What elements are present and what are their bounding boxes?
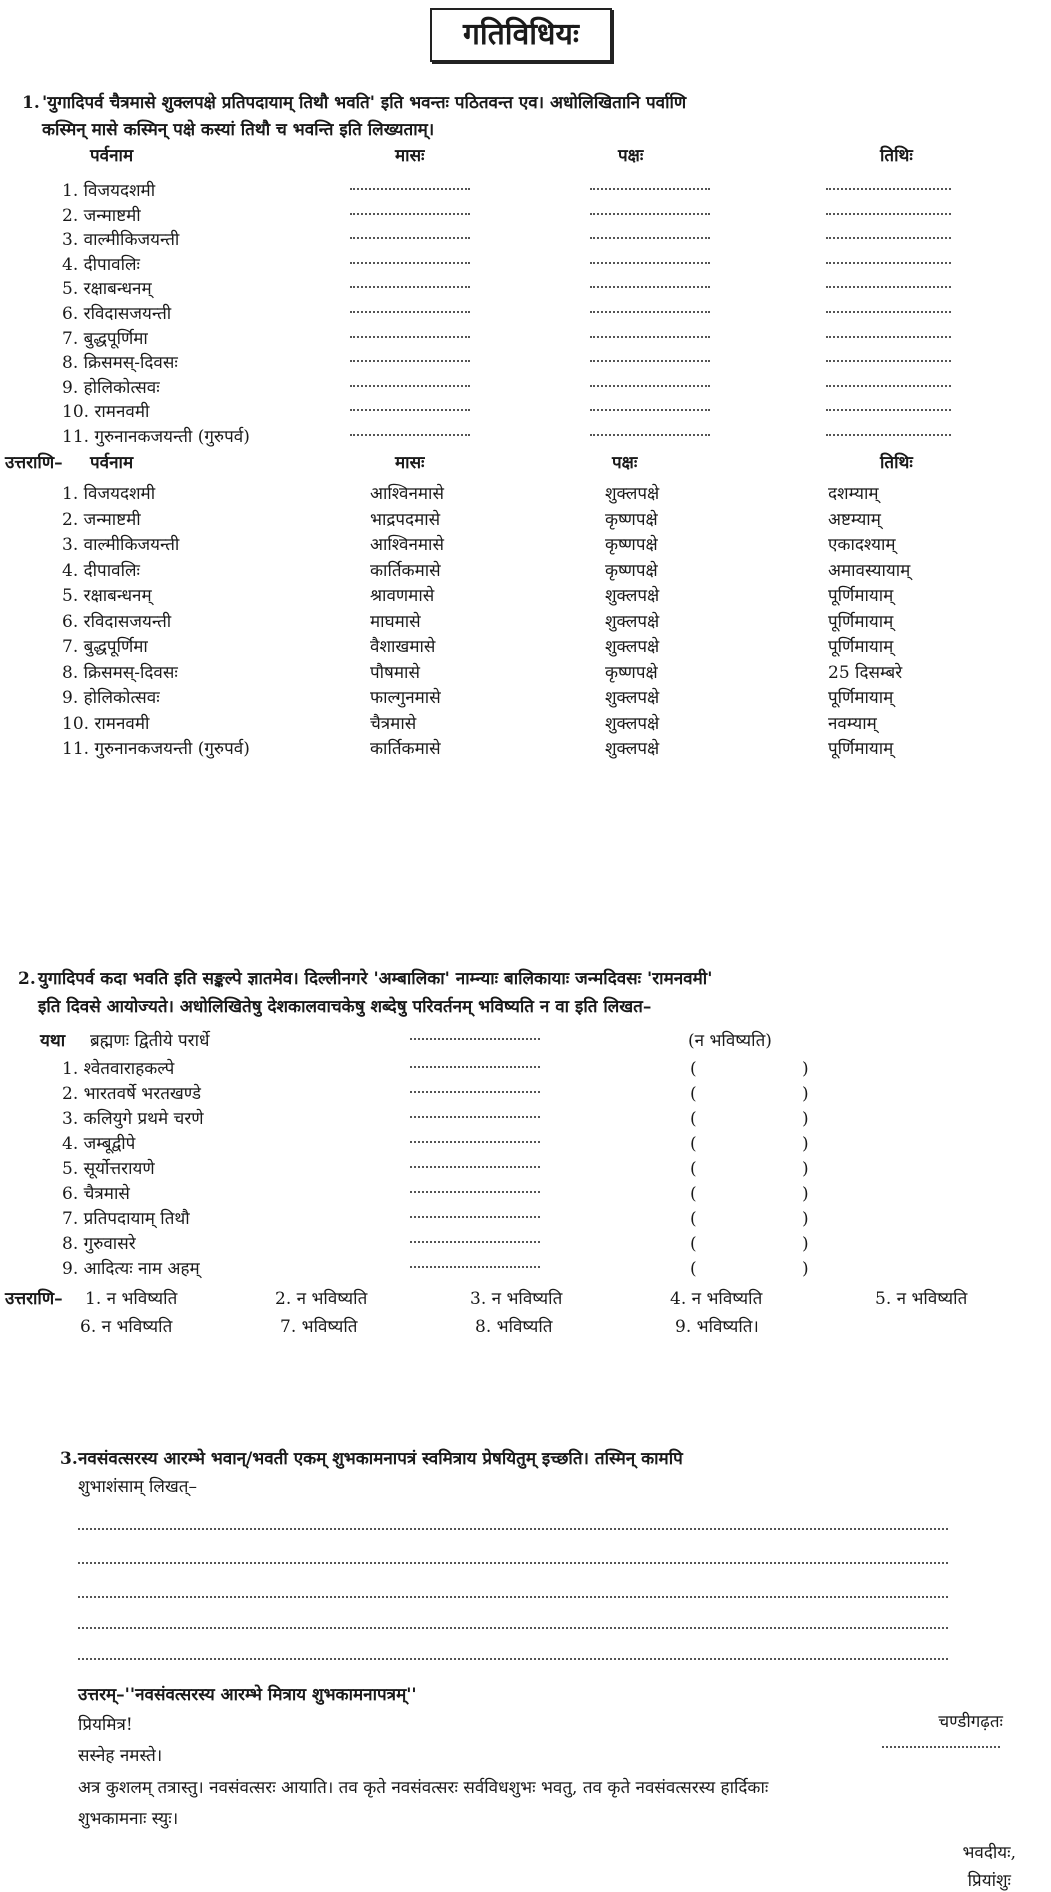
column-header: पर्वनाम [90, 453, 134, 473]
column-header: पक्षः [612, 453, 638, 473]
answer-tithi: पूर्णिमायाम् [828, 739, 894, 759]
tithi-blank[interactable] [826, 309, 951, 313]
answer-paren-open: ( [690, 1084, 697, 1104]
answer-paren-close: ) [802, 1134, 809, 1154]
festival-name: 5. रक्षाबन्धनम् [62, 586, 152, 606]
answer-heading: उत्तरम्–''नवसंवत्सरस्य आरम्भे मित्राय शुभकामनापत्रम्'' [78, 1685, 417, 1705]
column-header: मासः [395, 453, 425, 473]
column-header: तिथिः [880, 146, 913, 166]
festival-name: 7. बुद्धपूर्णिमा [62, 328, 148, 349]
festival-name: 6. रविदासजयन्ती [62, 304, 172, 324]
column-header: तिथिः [880, 453, 913, 473]
answer-paksha: शुक्लपक्षे [605, 688, 660, 708]
item-blank[interactable] [410, 1064, 540, 1068]
answer-paren-open: ( [690, 1109, 697, 1129]
tithi-blank[interactable] [826, 432, 951, 436]
paksha-blank[interactable] [590, 358, 710, 362]
answer-paren-close: ) [802, 1259, 809, 1279]
answer-paren-open: ( [690, 1059, 697, 1079]
tithi-blank[interactable] [826, 284, 951, 288]
date-blank[interactable] [882, 1744, 1000, 1748]
answer-paksha: कृष्णपक्षे [605, 509, 658, 530]
masa-blank[interactable] [350, 186, 470, 190]
answer-text: 7. भविष्यति [280, 1317, 358, 1337]
festival-name: 1. विजयदशमी [62, 181, 156, 201]
festival-name: 2. जन्माष्टमी [62, 509, 141, 530]
festival-name: 10. रामनवमी [62, 713, 150, 734]
masa-blank[interactable] [350, 407, 470, 411]
answer-masa: पौषमासे [370, 662, 420, 683]
answer-masa: कार्तिकमासे [370, 560, 441, 581]
tithi-blank[interactable] [826, 358, 951, 362]
answer-text: 1. न भविष्यति [85, 1289, 178, 1309]
answer-tithi: 25 दिसम्बरे [828, 662, 903, 683]
answer-paksha: शुक्लपक्षे [605, 484, 660, 504]
tithi-blank[interactable] [826, 334, 951, 338]
answer-masa: माघमासे [370, 611, 421, 632]
masa-blank[interactable] [350, 235, 470, 239]
item-blank[interactable] [410, 1189, 540, 1193]
answer-paren-open: ( [690, 1159, 697, 1179]
item-blank[interactable] [410, 1139, 540, 1143]
festival-name: 4. दीपावलिः [62, 560, 140, 581]
answer-paksha: कृष्णपक्षे [605, 560, 658, 581]
answer-paren-close: ) [802, 1209, 809, 1229]
answer-paren-close: ) [802, 1059, 809, 1079]
question-text: कस्मिन् मासे कस्मिन् पक्षे कस्यां तिथौ च भवन्ति इति लिख्यताम्। [42, 120, 435, 140]
answer-paren-close: ) [802, 1184, 809, 1204]
answer-paren-close: ) [802, 1084, 809, 1104]
tithi-blank[interactable] [826, 383, 951, 387]
answer-tithi: दशम्याम् [828, 484, 879, 504]
festival-name: 11. गुरुनानकजयन्ती (गुरुपर्व) [62, 739, 250, 759]
question-text: युगादिपर्व कदा भवति इति सङ्कल्पे ज्ञातमेव। दिल्लीनगरे 'अम्बालिका' नाम्न्याः बालिकायाः जन्मदिवसः 'रामनवमी' [38, 969, 713, 989]
item-blank[interactable] [410, 1089, 540, 1093]
answer-paksha: शुक्लपक्षे [605, 637, 660, 657]
answer-tithi: एकादश्याम् [828, 535, 896, 555]
example-blank[interactable] [410, 1036, 540, 1040]
answer-text: 3. न भविष्यति [470, 1289, 563, 1309]
masa-blank[interactable] [350, 432, 470, 436]
item-text: 7. प्रतिपदायाम् तिथौ [62, 1209, 190, 1229]
writing-line[interactable] [78, 1594, 948, 1598]
festival-name: 4. दीपावलिः [62, 254, 140, 275]
answer-paksha: शुक्लपक्षे [605, 611, 660, 632]
answer-paren-open: ( [690, 1259, 697, 1279]
tithi-blank[interactable] [826, 407, 951, 411]
answer-masa: चैत्रमासे [370, 713, 417, 734]
answer-paren-open: ( [690, 1209, 697, 1229]
answer-paren-open: ( [690, 1184, 697, 1204]
answer-masa: भाद्रपदमासे [370, 509, 441, 530]
sender-place: चण्डीगढ़तः [938, 1712, 1003, 1732]
answer-text: 8. भविष्यति [475, 1317, 553, 1337]
question-text: शुभाशंसाम् लिखत्– [78, 1477, 197, 1497]
paksha-blank[interactable] [590, 211, 710, 215]
masa-blank[interactable] [350, 260, 470, 264]
column-header: पक्षः [618, 146, 644, 166]
festival-name: 7. बुद्धपूर्णिमा [62, 637, 148, 657]
answer-text: 5. न भविष्यति [875, 1289, 968, 1309]
answer-paren-close: ) [802, 1109, 809, 1129]
answer-masa: वैशाखमासे [370, 637, 436, 657]
masa-blank[interactable] [350, 211, 470, 215]
answer-paren-open: ( [690, 1134, 697, 1154]
column-header: पर्वनाम [90, 146, 134, 166]
tithi-blank[interactable] [826, 211, 951, 215]
letter-body: शुभकामनाः स्युः। [78, 1809, 179, 1829]
writing-line[interactable] [78, 1625, 948, 1629]
festival-name: 5. रक्षाबन्धनम् [62, 279, 152, 300]
answer-paksha: शुक्लपक्षे [605, 739, 660, 759]
masa-blank[interactable] [350, 309, 470, 313]
tithi-blank[interactable] [826, 186, 951, 190]
answer-paren-close: ) [802, 1234, 809, 1254]
item-blank[interactable] [410, 1164, 540, 1168]
question-number: 1. [22, 93, 40, 113]
festival-name: 8. क्रिसमस्-दिवसः [62, 353, 178, 374]
answer-paksha: कृष्णपक्षे [605, 535, 658, 555]
page-title: गतिविधियः [430, 8, 612, 62]
question-text: नवसंवत्सरस्य आरम्भे भवान्/भवती एकम् शुभकामनापत्रं स्वमित्राय प्रेषयितुम् इच्छति। तस्मिन् कामपि [78, 1449, 683, 1469]
answer-paksha: शुक्लपक्षे [605, 586, 660, 606]
answer-masa: श्रावणमासे [370, 586, 435, 606]
closing: भवदीयः, [962, 1843, 1016, 1863]
festival-name: 8. क्रिसमस्-दिवसः [62, 662, 178, 683]
answer-paren-close: ) [802, 1159, 809, 1179]
tithi-blank[interactable] [826, 260, 951, 264]
item-blank[interactable] [410, 1239, 540, 1243]
item-blank[interactable] [410, 1264, 540, 1268]
answer-tithi: अमावस्यायाम् [828, 560, 911, 581]
item-text: 1. श्वेतवाराहकल्पे [62, 1059, 175, 1079]
festival-name: 2. जन्माष्टमी [62, 205, 141, 226]
masa-blank[interactable] [350, 284, 470, 288]
item-text: 5. सूर्योत्तरायणे [62, 1159, 155, 1179]
festival-name: 1. विजयदशमी [62, 484, 156, 504]
answer-text: 2. न भविष्यति [275, 1289, 368, 1309]
question-text: इति दिवसे आयोज्यते। अधोलिखितेषु देशकालवाचकेषु शब्देषु परिवर्तनम् भविष्यति न वा इति लिखत– [38, 997, 652, 1017]
paksha-blank[interactable] [590, 407, 710, 411]
answer-tithi: अष्टम्याम् [828, 509, 881, 530]
answer-paksha: शुक्लपक्षे [605, 713, 660, 734]
item-text: 3. कलियुगे प्रथमे चरणे [62, 1109, 204, 1129]
festival-name: 3. वाल्मीकिजयन्ती [62, 230, 180, 251]
paksha-blank[interactable] [590, 235, 710, 239]
question-text: 'युगादिपर्व चैत्रमासे शुक्लपक्षे प्रतिपदायाम् तिथौ भवति' इति भवन्तः पठितवन्त एव। अधोलिखितानि पर्वाणि [42, 93, 687, 113]
answer-masa: आश्विनमासे [370, 484, 444, 504]
signature: प्रियांशुः [967, 1871, 1011, 1891]
festival-name: 9. होलिकोत्सवः [62, 377, 160, 398]
tithi-blank[interactable] [826, 235, 951, 239]
answer-text: 4. न भविष्यति [670, 1289, 763, 1309]
example-answer: (न भविष्यति) [688, 1031, 772, 1051]
writing-line[interactable] [78, 1560, 948, 1564]
answers-label: उत्तराणि– [5, 453, 63, 473]
item-text: 2. भारतवर्षे भरतखण्डे [62, 1084, 201, 1104]
answer-tithi: पूर्णिमायाम् [828, 586, 894, 606]
writing-line[interactable] [78, 1656, 948, 1660]
item-blank[interactable] [410, 1114, 540, 1118]
question-number: 3. [60, 1449, 78, 1469]
answer-tithi: नवम्याम् [828, 713, 877, 734]
answer-masa: कार्तिकमासे [370, 739, 441, 759]
answer-paksha: कृष्णपक्षे [605, 662, 658, 683]
paksha-blank[interactable] [590, 432, 710, 436]
paksha-blank[interactable] [590, 260, 710, 264]
answer-tithi: पूर्णिमायाम् [828, 611, 894, 632]
answer-paren-open: ( [690, 1234, 697, 1254]
festival-name: 3. वाल्मीकिजयन्ती [62, 535, 180, 555]
item-text: 8. गुरुवासरे [62, 1234, 136, 1254]
festival-name: 10. रामनवमी [62, 402, 150, 423]
example-label: यथा [40, 1031, 66, 1051]
answer-text: 6. न भविष्यति [80, 1317, 173, 1337]
paksha-blank[interactable] [590, 383, 710, 387]
festival-name: 9. होलिकोत्सवः [62, 688, 160, 708]
festival-name: 6. रविदासजयन्ती [62, 611, 172, 632]
paksha-blank[interactable] [590, 186, 710, 190]
item-text: 6. चैत्रमासे [62, 1184, 130, 1204]
item-text: 4. जम्बूद्वीपे [62, 1134, 136, 1154]
column-header: मासः [395, 146, 425, 166]
answer-masa: आश्विनमासे [370, 535, 444, 555]
paksha-blank[interactable] [590, 334, 710, 338]
masa-blank[interactable] [350, 334, 470, 338]
masa-blank[interactable] [350, 383, 470, 387]
answer-tithi: पूर्णिमायाम् [828, 637, 894, 657]
writing-line[interactable] [78, 1526, 948, 1530]
letter-body: अत्र कुशलम् तत्रास्तु। नवसंवत्सरः आयाति। तव कृते नवसंवत्सरः सर्वविधशुभः भवतु, तव कृते नवसंवत्सरस्य हार्दिकाः [78, 1778, 769, 1798]
answer-text: 9. भविष्यति। [675, 1317, 759, 1337]
paksha-blank[interactable] [590, 284, 710, 288]
answers-label: उत्तराणि– [5, 1289, 63, 1309]
question-number: 2. [18, 969, 36, 989]
example-text: ब्रह्मणः द्वितीये परार्धे [90, 1031, 210, 1051]
salutation: प्रियमित्र! [78, 1715, 133, 1735]
item-text: 9. आदित्यः नाम अहम् [62, 1259, 200, 1279]
answer-tithi: पूर्णिमायाम् [828, 688, 894, 708]
item-blank[interactable] [410, 1214, 540, 1218]
masa-blank[interactable] [350, 358, 470, 362]
answer-masa: फाल्गुनमासे [370, 688, 441, 708]
festival-name: 11. गुरुनानकजयन्ती (गुरुपर्व) [62, 427, 250, 447]
paksha-blank[interactable] [590, 309, 710, 313]
greeting: सस्नेह नमस्ते। [78, 1746, 163, 1766]
